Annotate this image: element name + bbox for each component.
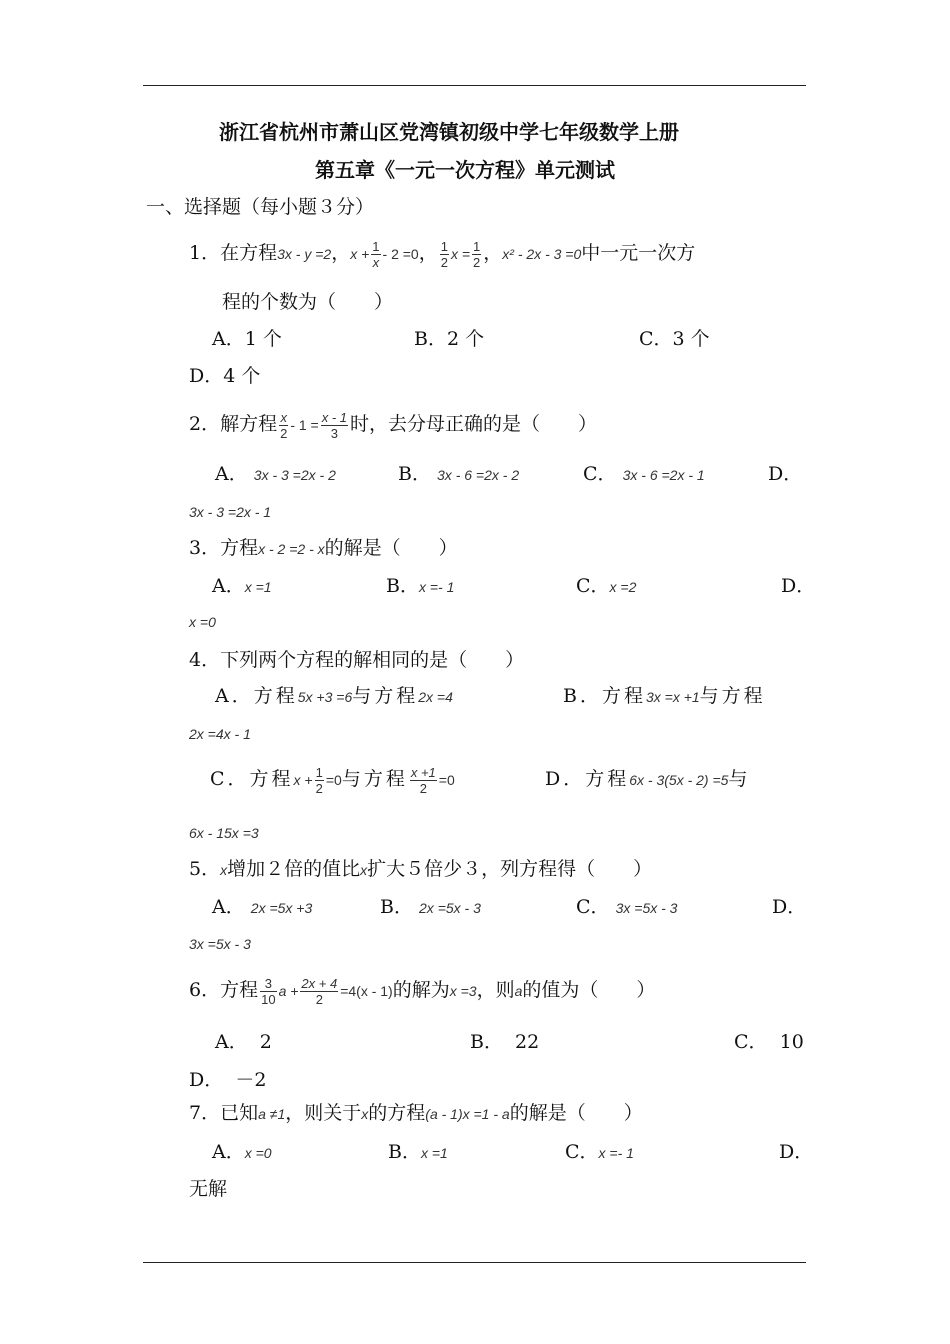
q7-option-a — [212, 1140, 272, 1165]
q1-prefix: 1．在方程 — [189, 242, 278, 264]
q4-d-eq1: 6x - 3(5x - 2) =5 — [629, 772, 729, 788]
option-label: A． — [212, 1141, 245, 1163]
q6-fraction2 — [300, 976, 338, 1007]
q1-eq3-mid: x = — [450, 246, 471, 262]
question-1 — [189, 238, 695, 270]
q6-prefix: 6．方程 — [189, 979, 259, 1001]
q7-cond: a ≠1 — [258, 1106, 286, 1122]
q4-c-eq1-a: x + — [293, 772, 313, 788]
q1-option-c: C．3 个 — [639, 328, 710, 350]
q4-a-eq2: 2x =4 — [418, 689, 453, 705]
q4-c-eq1-b: =0 — [325, 772, 342, 788]
option-value: x =- 1 — [418, 579, 455, 595]
option-label: C．方程 — [210, 768, 294, 790]
q6-fraction1 — [260, 976, 276, 1007]
q6-mid: 的解为 — [392, 979, 450, 1001]
fraction-numerator: 1 — [473, 238, 481, 254]
question-3 — [189, 536, 458, 561]
q4-option-b — [563, 684, 766, 709]
q5-text2: 扩大５倍少３，列方程得（ ） — [367, 858, 653, 880]
q3-prefix: 3．方程 — [189, 537, 259, 559]
q4-option-a — [215, 684, 453, 709]
option-label: B． — [398, 463, 431, 485]
q1-line2: 程的个数为（ ） — [222, 291, 394, 313]
q4-c-fraction1 — [315, 765, 324, 796]
q1-sep2: ， — [418, 242, 438, 264]
q6-option-a: A． 2 — [215, 1031, 272, 1053]
page-title: 浙江省杭州市萧山区党湾镇初级中学七年级数学上册 — [219, 120, 679, 144]
q1-eq2-fraction — [371, 239, 380, 270]
q1-option-b: B．2 个 — [414, 328, 485, 350]
q5-option-d-value: 3x =5x - 3 — [189, 936, 251, 952]
option-value: 3x - 6 =2x - 1 — [622, 467, 705, 483]
q4-c-eq2-b: =0 — [438, 772, 455, 788]
option-value: 3x - 3 =2x - 2 — [253, 467, 336, 483]
q4-b-eq1: 3x =x +1 — [645, 689, 700, 705]
fraction-numerator: x - 1 — [321, 409, 348, 425]
option-label: C． — [583, 463, 617, 485]
option-label: B．方程 — [563, 685, 646, 707]
fraction-denominator: x — [372, 254, 380, 270]
q3-option-c — [576, 574, 636, 599]
option-label: C． — [565, 1141, 599, 1163]
q2-fraction2 — [321, 410, 348, 441]
q4-option-c — [210, 762, 455, 797]
q1-eq4: x² - 2x - 3 =0 — [502, 246, 582, 262]
q1-sep1: ， — [331, 242, 351, 264]
q3-option-b — [386, 574, 454, 599]
fraction-numerator: 1 — [440, 238, 448, 254]
option-label: C． — [576, 575, 610, 597]
q5-option-c — [576, 895, 677, 920]
q1-option-d: D．4 个 — [189, 365, 261, 387]
option-label: B． — [388, 1141, 421, 1163]
q4-a-mid: 与方程 — [352, 685, 419, 707]
q4-d-mid: 与 — [728, 768, 751, 790]
q6-a2: a — [514, 983, 523, 999]
question-7 — [189, 1101, 643, 1126]
q7-eq: (a - 1)x =1 - a — [425, 1106, 510, 1122]
q6-eq-rest: =4(x - 1) — [340, 983, 393, 999]
q7-prefix: 7．已知 — [189, 1102, 259, 1124]
option-value: x =2 — [609, 579, 637, 595]
question-2 — [189, 408, 597, 441]
q4-b-mid: 与方程 — [699, 685, 766, 707]
option-value: x =1 — [244, 579, 272, 595]
q2-option-d-value: 3x - 3 =2x - 1 — [189, 504, 272, 520]
q7-option-b — [388, 1140, 448, 1165]
top-rule — [143, 85, 806, 86]
fraction-denominator: 2 — [280, 425, 288, 441]
q5-option-b — [380, 895, 481, 920]
q7-t1: ，则关于 — [285, 1102, 362, 1124]
q4-c-fraction2 — [410, 765, 437, 796]
q5-text1: 增加２倍的值比 — [227, 858, 361, 880]
fraction-numerator: 3 — [260, 976, 276, 992]
q5-option-d-label: D． — [772, 896, 807, 918]
q1-suffix: 中一元一次方 — [581, 242, 696, 264]
option-label: A． — [212, 896, 245, 918]
q7-x: x — [361, 1106, 369, 1122]
q3-option-a — [212, 574, 272, 599]
q6-suffix: 的值为（ ） — [522, 979, 656, 1001]
page-subtitle: 第五章《一元一次方程》单元测试 — [315, 158, 615, 182]
q2-option-a — [215, 462, 336, 487]
fraction-numerator: x — [280, 409, 287, 425]
q6-option-d: D． －2 — [189, 1069, 267, 1091]
option-value: 3x - 6 =2x - 2 — [437, 467, 520, 483]
q2-fraction1 — [279, 410, 288, 441]
option-value: 2x =5x +3 — [250, 900, 313, 916]
fraction-numerator: 1 — [372, 238, 380, 254]
fraction-numerator: 1 — [315, 764, 323, 780]
q2-option-c — [583, 462, 705, 487]
q7-option-d-label: D． — [779, 1141, 814, 1163]
q4-c-mid: 与方程 — [341, 768, 408, 790]
option-label: B． — [386, 575, 419, 597]
option-label: A． — [212, 575, 245, 597]
option-value: x =0 — [244, 1145, 272, 1161]
option-label: C． — [576, 896, 610, 918]
q4-option-d — [545, 767, 750, 792]
section-heading: 一、选择题（每小题３分） — [146, 196, 375, 218]
option-value: x =1 — [420, 1145, 448, 1161]
q3-suffix: 的解是（ ） — [324, 537, 458, 559]
q5-x1: x — [220, 862, 228, 878]
q2-mid: - 1 = — [290, 417, 319, 433]
fraction-denominator: 3 — [330, 425, 338, 441]
fraction-numerator: 2x + 4 — [301, 975, 338, 991]
q7-option-d-value: 无解 — [189, 1178, 228, 1200]
fraction-denominator: 2 — [473, 254, 481, 270]
q6-sol: x =3 — [449, 983, 477, 999]
fraction-denominator: 2 — [419, 780, 427, 796]
q6-option-c: C． 10 — [734, 1031, 804, 1053]
fraction-denominator: 2 — [315, 991, 323, 1007]
question-6 — [189, 972, 655, 1009]
fraction-denominator: 2 — [440, 254, 448, 270]
q4-b-eq2: 2x =4x - 1 — [189, 726, 251, 742]
q5-prefix: 5． — [189, 858, 221, 880]
q1-option-a: A．1 个 — [212, 328, 282, 350]
fraction-numerator: x +1 — [410, 764, 436, 780]
q6-a1: a + — [278, 983, 299, 999]
fraction-denominator: 10 — [261, 991, 276, 1007]
q5-x2: x — [360, 862, 368, 878]
q3-option-d-label: D． — [781, 575, 816, 597]
q1-sep3: ， — [483, 242, 503, 264]
option-value: x =- 1 — [598, 1145, 634, 1161]
q1-eq1: 3x - y =2 — [277, 246, 332, 262]
option-label: D．方程 — [545, 768, 630, 790]
q2-prefix: 2．解方程 — [189, 413, 278, 435]
fraction-denominator: 2 — [315, 780, 323, 796]
q6-option-b: B． 22 — [470, 1031, 540, 1053]
q7-suffix: 的解是（ ） — [509, 1102, 643, 1124]
q2-suffix: 时，去分母正确的是（ ） — [350, 413, 598, 435]
q1-eq3-fraction1 — [440, 239, 449, 270]
option-label: B． — [380, 896, 413, 918]
option-value: 3x =5x - 3 — [615, 900, 678, 916]
q1-eq2-b: - 2 =0 — [382, 246, 419, 262]
q2-option-b — [398, 462, 519, 487]
bottom-rule — [143, 1262, 806, 1263]
q3-option-d-value: x =0 — [189, 614, 216, 630]
option-value: 2x =5x - 3 — [419, 900, 481, 916]
q5-option-a — [212, 895, 312, 920]
q2-option-d-label: D． — [768, 463, 803, 485]
q1-eq3-fraction2 — [472, 239, 481, 270]
option-label: A．方程 — [215, 685, 298, 707]
option-label: A． — [215, 463, 248, 485]
question-4: 4．下列两个方程的解相同的是（ ） — [189, 649, 525, 671]
q3-eq: x - 2 =2 - x — [258, 541, 325, 557]
q1-eq2-a: x + — [350, 246, 370, 262]
q4-a-eq1: 5x +3 =6 — [297, 689, 353, 705]
q6-mid2: ，则 — [476, 979, 515, 1001]
q7-option-c — [565, 1140, 634, 1165]
question-5 — [189, 857, 652, 882]
q4-d-eq2: 6x - 15x =3 — [189, 825, 259, 841]
q7-t2: 的方程 — [368, 1102, 426, 1124]
